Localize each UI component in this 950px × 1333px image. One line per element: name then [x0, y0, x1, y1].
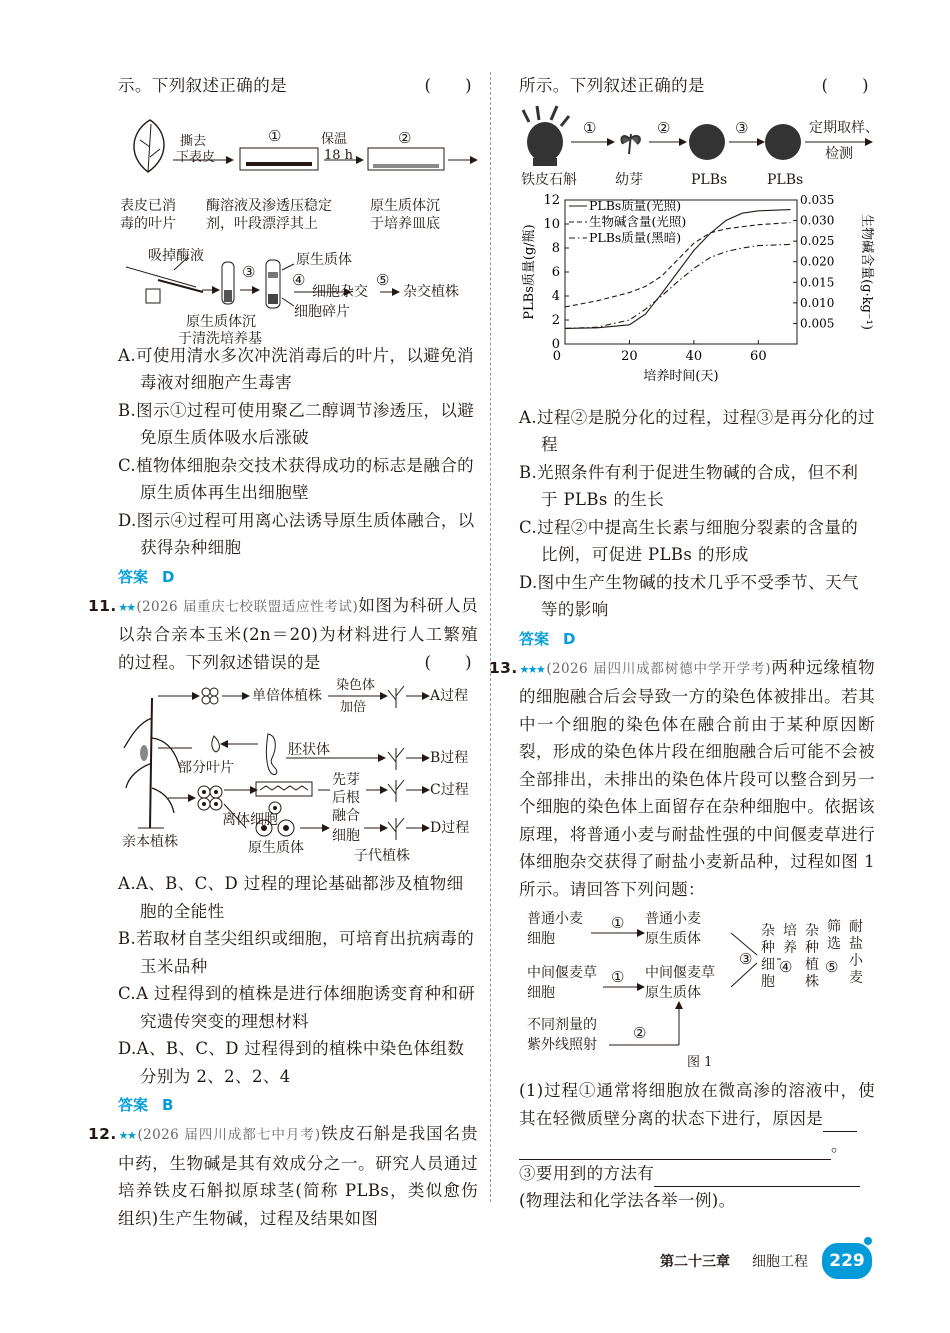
fig10-label: 于培养皿底	[370, 215, 440, 232]
fig11-label: 原生质体	[248, 840, 304, 856]
fig13-label: 普通小麦	[645, 911, 701, 927]
plbs-chart	[519, 192, 875, 402]
fig13-label: ②	[633, 1024, 647, 1042]
q13-part1-line: 。	[519, 1132, 875, 1160]
y2-tick-label: 0.020	[800, 254, 835, 269]
difficulty-stars: ★★★	[519, 662, 545, 676]
x-tick-label: 0	[552, 348, 561, 364]
fig13-label: 杂种植株	[805, 923, 819, 990]
fig11-label: 融合	[332, 808, 360, 824]
page-footer	[0, 1243, 950, 1283]
fig11-label: 离体细胞	[222, 812, 278, 828]
fig10-label: 酶溶液及渗透压稳定	[206, 197, 332, 214]
fig13-label: 不同剂量的	[527, 1017, 597, 1033]
fig12-label: ③	[735, 118, 749, 137]
left-column	[88, 72, 478, 1232]
fig11-label: 胚状体	[288, 742, 330, 758]
q10-option-d: D.图示④过程可用离心法诱导原生质体融合，以获得杂种细胞	[118, 510, 475, 557]
q11-answer: 答案 B	[118, 1096, 174, 1114]
q13-part2: ③要用到的方法有	[519, 1160, 875, 1188]
fig12-process	[519, 102, 879, 190]
fig12-chart	[519, 192, 875, 402]
legend-label-2: 生物碱含量(光照)	[589, 213, 687, 229]
fig10-label: 下表皮	[176, 149, 216, 165]
q10-option-a: A.可使用清水多次冲洗消毒后的叶片，以避免消毒液对细胞产生毒害	[118, 345, 474, 392]
x-tick-label: 20	[621, 348, 638, 364]
fig10-label: ⑤	[376, 270, 390, 289]
fig10-label: 毒的叶片	[120, 215, 176, 232]
y-axis-label: PLBs质量(g/瓶)	[522, 223, 537, 320]
fig10-label: 细胞碎片	[294, 303, 350, 320]
question-source: (2026 届四川成都七中月考)	[137, 1127, 321, 1143]
y2-tick-label: 0.005	[800, 315, 835, 330]
column-divider	[490, 72, 491, 1202]
fig10-label: 细胞杂交	[312, 283, 368, 300]
y2-tick-label: 0.015	[800, 274, 835, 289]
fig10-label: 原生质体沉	[186, 313, 256, 330]
legend-label-3: PLBs质量(黑暗)	[589, 229, 682, 245]
q11-stem: 11.★★ (2026 届重庆七校联盟适应性考试)如图为科研人员以杂合亲本玉米(2n＝20)为材料进行人工繁殖的过程。下列叙述错误的是 ( )	[118, 592, 478, 677]
fig13-label: 培养	[783, 923, 797, 956]
fig10-label: 撕去	[180, 133, 207, 149]
y-tick-label: 10	[543, 216, 560, 232]
y-tick-label: 2	[551, 312, 560, 328]
q10-option-b: B.图示①过程可使用聚乙二醇调节渗透压，以避免原生质体吸水后涨破	[118, 400, 475, 447]
fig11-label: 细胞	[332, 828, 360, 844]
fig10-label: 于清洗培养基	[178, 330, 262, 347]
fig10-label: ③	[242, 262, 256, 281]
q12-stem: 12.★★ (2026 届四川成都七中月考)铁皮石斛是我国名贵中药，生物碱是其有效成分之一。研究人员通过培养铁皮石斛拟原球茎(简称 PLBs，类似愈伤组织)生产生物碱，过程及结果如图	[118, 1120, 478, 1232]
page-dot-icon	[864, 1237, 872, 1245]
y2-tick-label: 0.035	[800, 192, 835, 207]
fig10-label: 杂交植株	[403, 283, 459, 300]
fig13-caption: 图 1	[687, 1055, 713, 1070]
difficulty-stars: ★★	[118, 600, 135, 614]
fig13-label: ⑤	[825, 958, 839, 976]
fig10-label: ④	[292, 270, 306, 289]
fig12-label: PLBs	[767, 171, 804, 188]
y2-tick-label: 0.025	[800, 233, 835, 248]
question-number: 11.	[88, 596, 117, 615]
q12-options	[519, 404, 875, 624]
chapter-title: 细胞工程	[752, 1254, 808, 1270]
fig12-label: ①	[583, 118, 597, 137]
q10-answer: 答案 D	[118, 567, 175, 586]
question-number: 12.	[88, 1125, 117, 1143]
fig11-label: 亲本植株	[122, 834, 178, 850]
fig13-label: 普通小麦	[527, 911, 583, 927]
fig11-label: 单倍体植株	[252, 688, 322, 704]
fig11-label: A过程	[430, 688, 469, 704]
fig13-label: 原生质体	[645, 931, 701, 947]
fig10-label: 18 h	[324, 147, 354, 163]
fig13-label: 中间偃麦草	[527, 965, 597, 981]
fig10	[118, 102, 478, 347]
fig10-label: 吸掉酶液	[148, 247, 204, 264]
fig12-label: 幼芽	[615, 171, 643, 188]
q13-part1: (1)过程①通常将细胞放在微高渗的溶液中，使其在轻微质壁分离的状态下进行，原因是	[519, 1077, 875, 1132]
q13-stem: 13.★★★ (2026 届四川成都树德中学开学考)两种远缘植物的细胞融合后会导致一方的染色体被排出。若其中一个细胞的染色体在融合前由于某种原因断裂，形成的染色体片段在细胞融合后可能不会被全部排出，未排出的染色体片段可以整合到另一个细胞的染色体上面留存在杂种细胞中。依据该原理，将普通小麦与耐盐性强的中间偃麦草进行体细胞杂交获得了耐盐小麦新品种，过程如图 1 所示。请回答下列问题：	[519, 654, 875, 904]
x-tick-label: 60	[750, 348, 767, 364]
fig13-label: ④	[779, 958, 793, 976]
fig12-label: 铁皮石斛	[521, 171, 577, 188]
fig10-label: ②	[398, 128, 412, 147]
page-number: 229	[822, 1243, 872, 1279]
fig10-label: 保温	[321, 131, 348, 147]
fig13-label: 耐盐小麦	[849, 919, 863, 986]
question-source: (2026 届重庆七校联盟适应性考试)	[136, 598, 359, 615]
q12-option-b: B.光照条件有利于促进生物碱的合成，但不利于 PLBs 的生长	[519, 462, 859, 509]
fig12-label: ②	[657, 118, 671, 137]
fig11-label: 染色体	[336, 678, 376, 693]
fig11-label: 加倍	[340, 700, 367, 715]
fig12-label: 定期取样、	[809, 119, 879, 136]
fig11-label: C过程	[430, 782, 469, 798]
fig10-label: 原生质体	[296, 251, 352, 268]
y-tick-label: 12	[543, 192, 560, 208]
fig13-label: ①	[611, 914, 625, 932]
fig11-label: 先芽	[332, 772, 360, 788]
q10-option-c: C.植物体细胞杂交技术获得成功的标志是融合的原生质体再生出细胞壁	[118, 455, 475, 502]
fig13-label: 中间偃麦草	[645, 965, 715, 981]
x-tick-label: 40	[685, 348, 703, 364]
chapter-label: 第二十三章	[660, 1254, 730, 1270]
q12-option-a: A.过程②是脱分化的过程，过程③是再分化的过程	[519, 407, 875, 454]
fig12-label: PLBs	[691, 171, 728, 188]
legend-label-1: PLBs质量(光照)	[589, 197, 682, 213]
q11-option-c: C.A 过程得到的植株是进行体细胞诱变育种和研究遗传突变的理想材料	[118, 984, 476, 1031]
fig11-label: 子代植株	[354, 848, 410, 864]
q10-options	[118, 342, 478, 562]
y2-axis-label: 生物碱含量(g·kg⁻¹)	[859, 213, 874, 330]
y-tick-label: 8	[551, 240, 560, 256]
series-line-3	[565, 244, 791, 328]
y-tick-label: 4	[551, 288, 560, 304]
q12-option-c: C.过程②中提高生长素与细胞分裂素的含量的比例，可促进 PLBs 的形成	[519, 517, 859, 564]
fig10-label: 表皮已消	[120, 197, 176, 214]
y-tick-label: 0	[551, 336, 560, 352]
fig13	[519, 905, 875, 1075]
fig10-label: ①	[268, 126, 282, 145]
right-column	[489, 72, 879, 1215]
fig11	[118, 678, 478, 868]
x-axis-label: 培养时间(天)	[643, 368, 719, 384]
fig10-label: 原生质体沉	[370, 197, 440, 214]
q13-part2-note: (物理法和化学法各举一例)。	[519, 1191, 736, 1210]
fig11-label: 部分叶片	[178, 760, 234, 776]
q11-option-a: A.A、B、C、D 过程的理论基础都涉及植物细胞的全能性	[118, 874, 464, 921]
q10-tail: 示。下列叙述正确的是 ( )	[118, 76, 472, 95]
y2-tick-label: 0.010	[800, 295, 835, 310]
q12-tail: 所示。下列叙述正确的是 ( )	[519, 76, 869, 95]
fig12-label: 检测	[825, 145, 853, 162]
fig13-label: 紫外线照射	[527, 1037, 597, 1053]
question-number: 13.	[489, 658, 518, 677]
q11-option-d: D.A、B、C、D 过程得到的植株中染色体组数分别为 2、2、2、4	[118, 1039, 465, 1086]
question-source: (2026 届四川成都树德中学开学考)	[546, 660, 771, 677]
y-tick-label: 6	[551, 264, 560, 280]
fig13-label: 杂种细胞	[761, 923, 775, 990]
fig11-label: B过程	[430, 750, 469, 766]
q11-options	[118, 870, 478, 1090]
fig10-label: 剂，叶段漂浮其上	[206, 215, 318, 232]
y2-tick-label: 0.030	[800, 213, 835, 228]
fig13-label: 筛选	[827, 919, 841, 952]
q12-option-d: D.图中生产生物碱的技术几乎不受季节、天气等的影响	[519, 572, 859, 619]
difficulty-stars: ★★	[118, 1129, 136, 1142]
q11-option-b: B.若取材自茎尖组织或细胞，可培育出抗病毒的玉米品种	[118, 929, 475, 976]
fig13-label: ①	[611, 968, 625, 986]
fig11-label: D过程	[430, 820, 470, 836]
fig13-label: 细胞	[527, 931, 555, 947]
fig11-label: 后根	[332, 790, 360, 806]
fig13-label: 原生质体	[645, 985, 701, 1001]
fig13-label: ③	[739, 950, 753, 968]
q12-answer: 答案 D	[519, 629, 576, 648]
fig13-label: 细胞	[527, 985, 555, 1001]
